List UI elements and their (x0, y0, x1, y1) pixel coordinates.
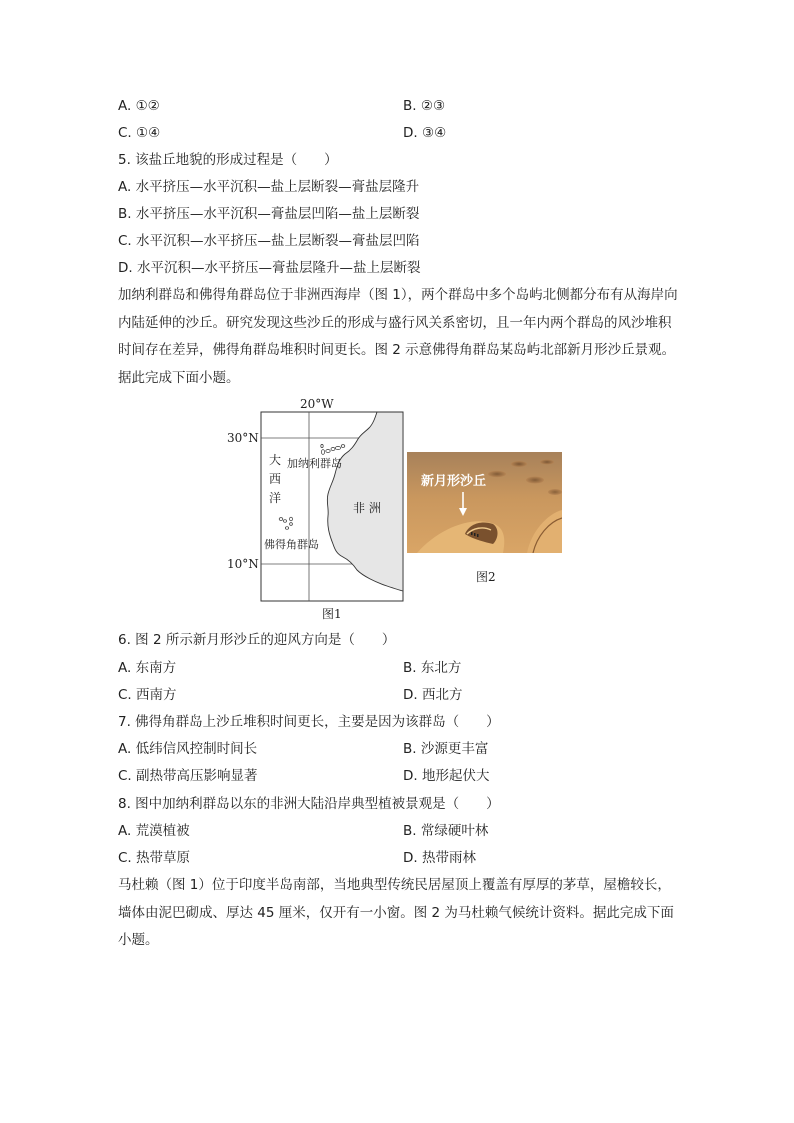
ocean-label-1: 大 (269, 453, 282, 467)
ocean-label-2: 西 (269, 472, 282, 486)
dune-photo-figure-2 (407, 452, 562, 553)
q6-option-b: B. 东北方 (403, 660, 462, 676)
q5-stem: 5. 该盐丘地貌的形成过程是（ ） (118, 152, 338, 168)
lat-top-label: 30°N (227, 431, 259, 445)
q8-stem: 8. 图中加纳利群岛以东的非洲大陆沿岸典型植被景观是（ ） (118, 796, 500, 812)
lat-bottom-label: 10°N (227, 557, 259, 571)
q6-option-c: C. 西南方 (118, 687, 177, 703)
cape-verde-label: 佛得角群岛 (264, 538, 319, 551)
q7-stem: 7. 佛得角群岛上沙丘堆积时间更长，主要是因为该群岛（ ） (118, 714, 500, 730)
figure-2-caption: 图2 (476, 570, 496, 584)
passage-madurai: 马杜赖（图 1）位于印度半岛南部，当地典型传统民居屋顶上覆盖有厚厚的茅草，屋檐较长，墙体由泥巴砌成、厚达 45 厘米，仅开有一小窗。图 2 为马杜赖气候统计资料。据此完成下面小题。 (118, 877, 674, 948)
q5-option-d: D. 水平沉积—水平挤压—膏盐层隆升—盐上层断裂 (118, 260, 421, 276)
q7-option-a: A. 低纬信风控制时间长 (118, 741, 258, 757)
q4-option-b: B. ②③ (403, 98, 446, 114)
q8-option-c: C. 热带草原 (118, 850, 191, 866)
q7-option-d: D. 地形起伏大 (403, 768, 490, 784)
q7-option-c: C. 副热带高压影响显著 (118, 768, 258, 784)
q5-option-a: A. 水平挤压—水平沉积—盐上层断裂—膏盐层隆升 (118, 179, 420, 195)
dune-photo-illustration (407, 452, 562, 553)
q6-stem: 6. 图 2 所示新月形沙丘的迎风方向是（ ） (118, 632, 396, 648)
q5-option-c: C. 水平沉积—水平挤压—盐上层断裂—膏盐层凹陷 (118, 233, 420, 249)
q8-option-a: A. 荒漠植被 (118, 823, 190, 839)
q7-option-b: B. 沙源更丰富 (403, 741, 489, 757)
crescent-dune-label: 新月形沙丘 (421, 474, 487, 489)
q6-option-a: A. 东南方 (118, 660, 177, 676)
q4-option-a: A. ①② (118, 98, 160, 114)
q8-option-b: B. 常绿硬叶林 (403, 823, 489, 839)
africa-label: 非 洲 (353, 501, 381, 515)
longitude-label: 20°W (300, 397, 334, 411)
q8-option-d: D. 热带雨林 (403, 850, 476, 866)
figure-1-caption: 图1 (322, 607, 342, 621)
ocean-label-3: 洋 (269, 491, 282, 505)
canary-islands-label: 加纳利群岛 (287, 457, 342, 470)
map-figure-1 (225, 394, 410, 626)
q4-option-c: C. ①④ (118, 125, 161, 141)
q6-option-d: D. 西北方 (403, 687, 463, 703)
passage-canary-cape-verde: 加纳利群岛和佛得角群岛位于非洲西海岸（图 1），两个群岛中多个岛屿北侧都分布有从海岸向内陆延伸的沙丘。研究发现这些沙丘的形成与盛行风关系密切，且一年内两个群岛的风沙堆积时间存在差异，佛得角群岛堆积时间更长。图 2 示意佛得角群岛某岛屿北部新月形沙丘景观。据此完成下面小题。 (118, 287, 678, 386)
q5-option-b: B. 水平挤压—水平沉积—膏盐层凹陷—盐上层断裂 (118, 206, 420, 222)
q4-option-d: D. ③④ (403, 125, 447, 141)
